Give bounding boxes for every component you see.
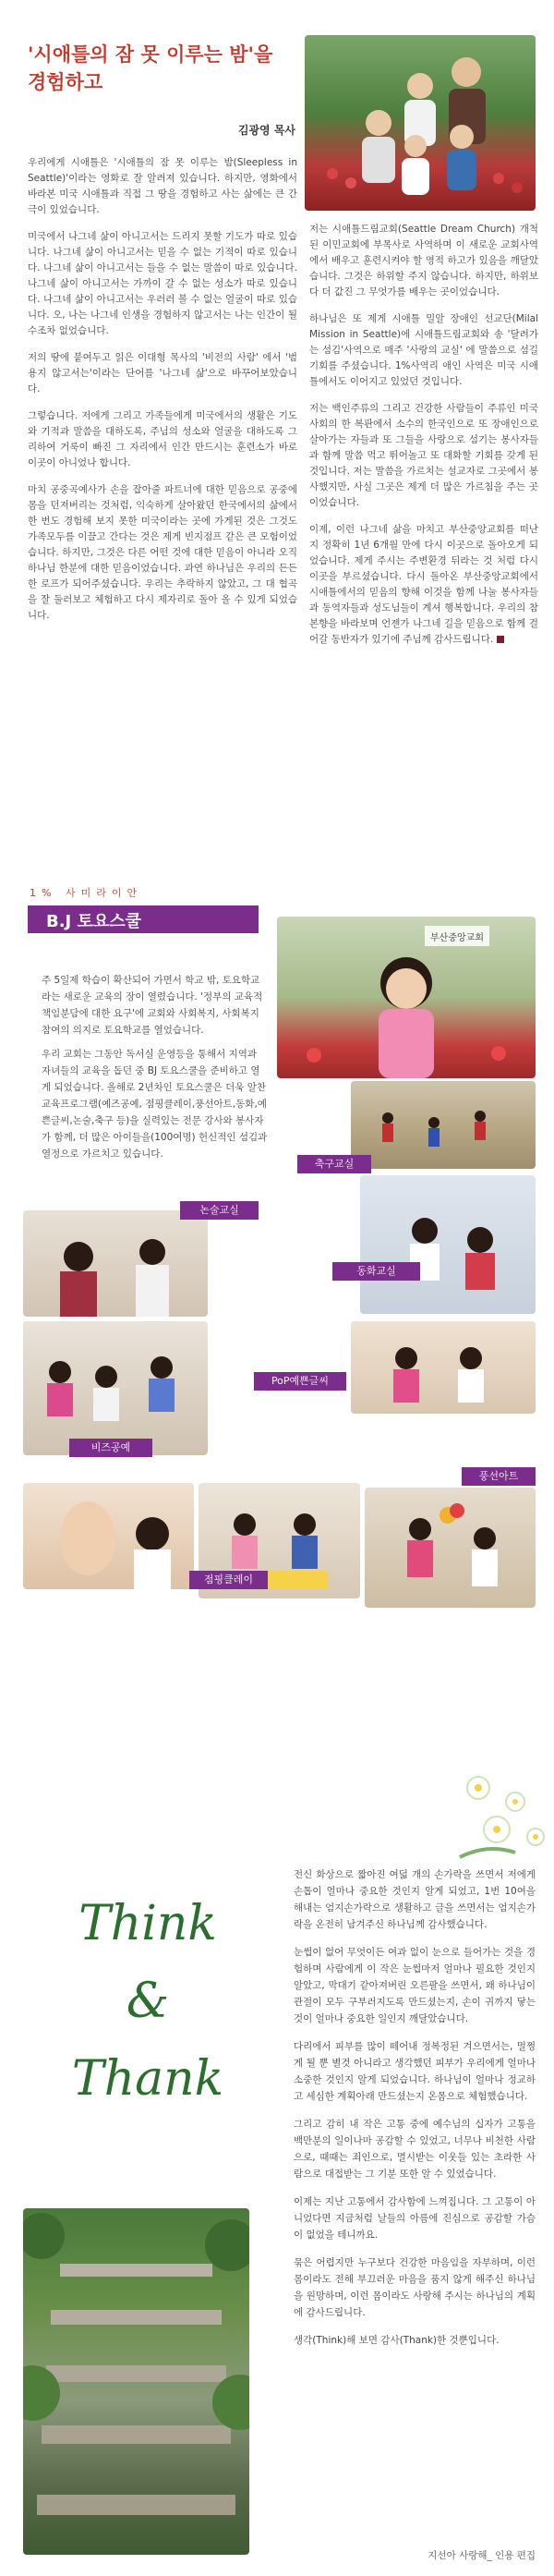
thank-word: Thank [71,2051,224,2107]
section-banner: B.J 토요스쿨 [28,905,259,933]
paragraph: 묶은 어렵지만 누구보다 건강한 마음임을 자부하며, 이런 몸이라도 전해 부끄러운 마음을 품지 않게 해주신 하나님을 원망하며, 이런 몸이라도 사랑해 주시는 하나님의 계획에 감사드립니다. [294,2257,536,2318]
paragraph: 저는 백인주류의 그리고 건강한 사람들이 주류인 미국사회의 한 복판에서 소수의 한국인으로 또 장애인으로 살아가는 자들과 또 그들을 사랑으로 섬기는 봉사자들과 함께 말씀 먹고 뛰어놀고 또 대화할 기회를 갖게 된 것입니다. 저는 말씀을 가르치는 설교자로 그곳에서 봉사했지만, 사실 그곳은 제게 더 많은 가르침을 주는 곳이었습니다. [309,403,538,508]
label-clay: 점핑클레이 [189,1571,268,1589]
think-thank-heading [42,1885,254,2118]
paragraph: 그렇습니다. 저에게 그리고 가족들에게 미국에서의 생활은 기도와 기적과 말씀을 대하도록, 주님의 성소와 얼굴을 대하도록 그리하여 거룩이 빠진 그 자리에서 인간 만드시는 훈련소가 바로 이곳이 아니었나 합니다. [28,410,297,468]
article-right-column [309,222,538,659]
end-mark-icon [497,636,504,643]
paragraph: 저는 시애틀드림교회(Seattle Dream Church) 개척된 이민교회에 부목사로 사역하며 이 새로운 교회사역에서 배우고 훈련시켜야 할 영적 하고가 있음을 깨달았습니다. 그것은 하위할 주지 않습니다. 하지만, 하위보다 더 값진 그 무엇가를 배우는 곳이었습니다. [309,224,538,298]
think-word: Think [78,1896,217,1951]
sleepless-article [0,0,554,832]
flowers-decoration [451,1765,552,1866]
article-left-column [28,155,297,635]
label-essay: 논술교실 [180,1201,259,1220]
paragraph: 마치 공중곡예사가 손을 잡아줄 파트너에 대한 믿음으로 공중에 몸을 던져버리는 것처럼, 익숙하게 살아왔던 한국에서의 삶에서 한 번도 경험해 보지 못한 미국이라는 곳에 가게된 것은 그것도 가족모두를 이끌고 간다는 것은 제게 빈지점프 같은 큰 모험이었습니다. 하지만, 그것은 다른 어떤 것에 대한 믿음이 아니라 오직 하나님 한분에 대한 믿음이었습니다. 과연 하나님은 우리의 든든한 로프가 되어주셨습니다. 우리는 추락하지 않았고, 그 대 협곡을 잘 둘러보고 체험하고 다시 제자리로 돌아 올 수 있게 되었습니다. [28,484,297,621]
soccer-photo [351,1081,536,1169]
think-thank-body [294,1866,536,2360]
girl-photo [277,917,536,1078]
story-photo [360,1175,536,1314]
paragraph: 그리고 감히 내 작은 고통 중에 예수님의 십자가 고통을 백만분의 일이나마 공감할 수 있었고, 너무나 비천한 사람으로, 때때는 죄인으로, 멸시받는 이웃들 있는 초라한 사람으로 대접받는 그 기분 또한 알 수 있었습니다. [294,2119,536,2180]
balloon-photo [365,1488,536,1608]
bj-saturday-school [0,878,554,1728]
paragraph: 하나님은 또 제게 시애틀 밀알 장애인 선교단(Milal Mission in Seattle)에 시애틀드림교회와 송 '달려가는 섬김'사역으로 매주 '사랑의 교실' 에 말씀으로 섬길 기회를 주셨습니다. 1%사역리 애인 사역은 미국 시애틀에서도 이어지고 있었던 것입니다. [309,313,538,387]
label-story: 동화교실 [332,1262,420,1281]
paragraph: 다리에서 피부를 많이 떼어내 정복정된 겨으면서는, 멀쩡게 될 뿐 별것 아니라고 생각했던 피부가 우리에게 얼마나 소중한 것인지 알게 되었습니다. 하나님이 얼마나 정교하고 세심한 계획아래 만드셨는지 온몸으로 체험했습니다. [294,2041,536,2102]
paragraph: 우리에게 시애틀은 '시애틀의 잠 못 이루는 밤(Sleepless in Seattle)'이라는 영화로 잘 알려져 있습니다. 하지만, 영화에서 바라본 미국 시애틀과 직접 그 땅을 경험하고 사는 삶에는 큰 간극이 있었습니다. [28,157,297,215]
label-balloon: 풍선아트 [462,1467,536,1486]
paragraph: 이제는 지난 고통에서 감사함에 느껴집니다. 그 고통이 아니었다면 지금처럼 날들의 아름에 진심으로 공감할 가슴이 없었을 테니까요. [294,2196,536,2241]
ampersand: & [126,1974,170,2029]
beads-photo [23,1321,208,1455]
label-beads: 비즈공예 [69,1439,152,1457]
paragraph: 전신 화상으로 짧아진 여덟 개의 손가락을 쓰면서 저에게 손톱이 얼마나 중요한 것인지 알게 되었고, 1번 10여을 해내는 엄지손가락으로 생활하고 글을 쓰면서는 엄지손가락을 온전히 남겨주신 하나님께 감사했습니다. [294,1869,536,1930]
sign-text: 부산중앙교회 [430,933,484,943]
think-thank-article [0,1765,554,2576]
hand-photo [23,1483,194,1589]
paragraph: 우리 교회는 그동안 독서실 운영등을 통해서 지역과 자녀들의 교육을 돕던 중 BJ 토요스쿨을 준비하고 열게 되었습니다. 올해로 2년차인 토요스쿨은 더욱 알찬 교육프로그램(예즈공예, 점핑클레이,풍선아트,동화,예쁜글씨,논술,축구 등)을 실력있는 전문 강사와 봉사자가 함께, 더 많은 아이들을(100여명) 헌신적인 섬김과 열정으로 가르치고 있습니다. [42,1049,268,1160]
bj-body [42,972,268,1170]
section-kicker: 1% 사미라이안 [30,887,143,899]
article-title: '시애틀의 잠 못 이루는 밤'을 경험하고 [28,43,273,93]
paragraph-text: 이제, 이런 나그네 삶을 마치고 부산중앙교회를 떠난 지 정확히 1년 6개월 만에 다시 이곳으로 돌아오게 되었습니다. 제게 주시는 주변환경 뒤라는 것 처럼 다시 이곳을 부르셨습니다. 다시 돌아온 부산중앙교회에서 시애틀에서의 믿음의 향해 이것을 함께 나눌 봉사자들과 동역자들과 성도님들이 계셔 행복합니다. 우리의 참 본향을 바라보며 언젠가 나그네 길을 믿음으로 함께 걸어갈 동반자가 있기에 주님께 감사드립니다. [309,524,538,645]
paragraph: 저의 땅에 붙여두고 읽은 이대형 목사의 '비전의 사람' 에서 '범용지 않고서는'이라는 단어를 '나그네 삶'으로 바꾸어보았습니다. [28,352,297,395]
pop-photo [351,1321,536,1414]
essay-photo [23,1210,208,1317]
paragraph: 미국에서 나그네 삶이 아니고서는 드리지 못할 기도가 따로 있습니다. 나그네 삶이 아니고서는 믿을 수 없는 기적이 따로 있습니다. 나그네 삶이 아니고서는 들을 수 없는 말씀이 따로 있습니다. 나그네 삶이 아니고서는 가까이 갈 수 없는 성소가 따로 있습니다. 나그네 삶이 아니고서는 우러러 볼 수 없는 얼굴이 따로 있습니다. 오, 나는 나그네 인생을 경험하지 않고서는 나는 인간이 될 수조차 없었습니다. [28,231,297,336]
stairs-photo [23,2208,249,2555]
paragraph: 눈썹이 없어 무엇이든 여과 없이 눈으로 들어가는 것을 경험하며 사람에게 이 작은 눈썹마저 얼마나 필요한 것인지 알았고, 막대기 같아져버린 오른팔을 쓰면서, 왜 하나님이 관절이 모두 구부러지도록 만드셨는지, 손이 귀까지 닿는 것이 얼마나 중요한 일인지 깨달았습니다. [294,1947,536,2024]
label-soccer: 축구교실 [297,1155,371,1173]
family-photo [305,35,536,211]
label-pop: PoP예쁜글씨 [254,1372,346,1391]
paragraph: 주 5일제 학습이 확산되어 가면서 학교 밖, 토요학교라는 새로운 교육의 장이 열렸습니다. '정부의 교육적 책임분담에 대한 요구'에 교회와 사회복지, 사회복지 참여의 의지로 토요학교를 열었습니다. [42,975,263,1036]
article-author: 김광영 목사 [237,124,295,137]
signature: 지선아 사랑해_ 인용 편집 [428,2550,536,2561]
paragraph [309,522,538,648]
paragraph: 생각(Think)해 보면 감사(Thank)한 것뿐입니다. [294,2335,500,2346]
